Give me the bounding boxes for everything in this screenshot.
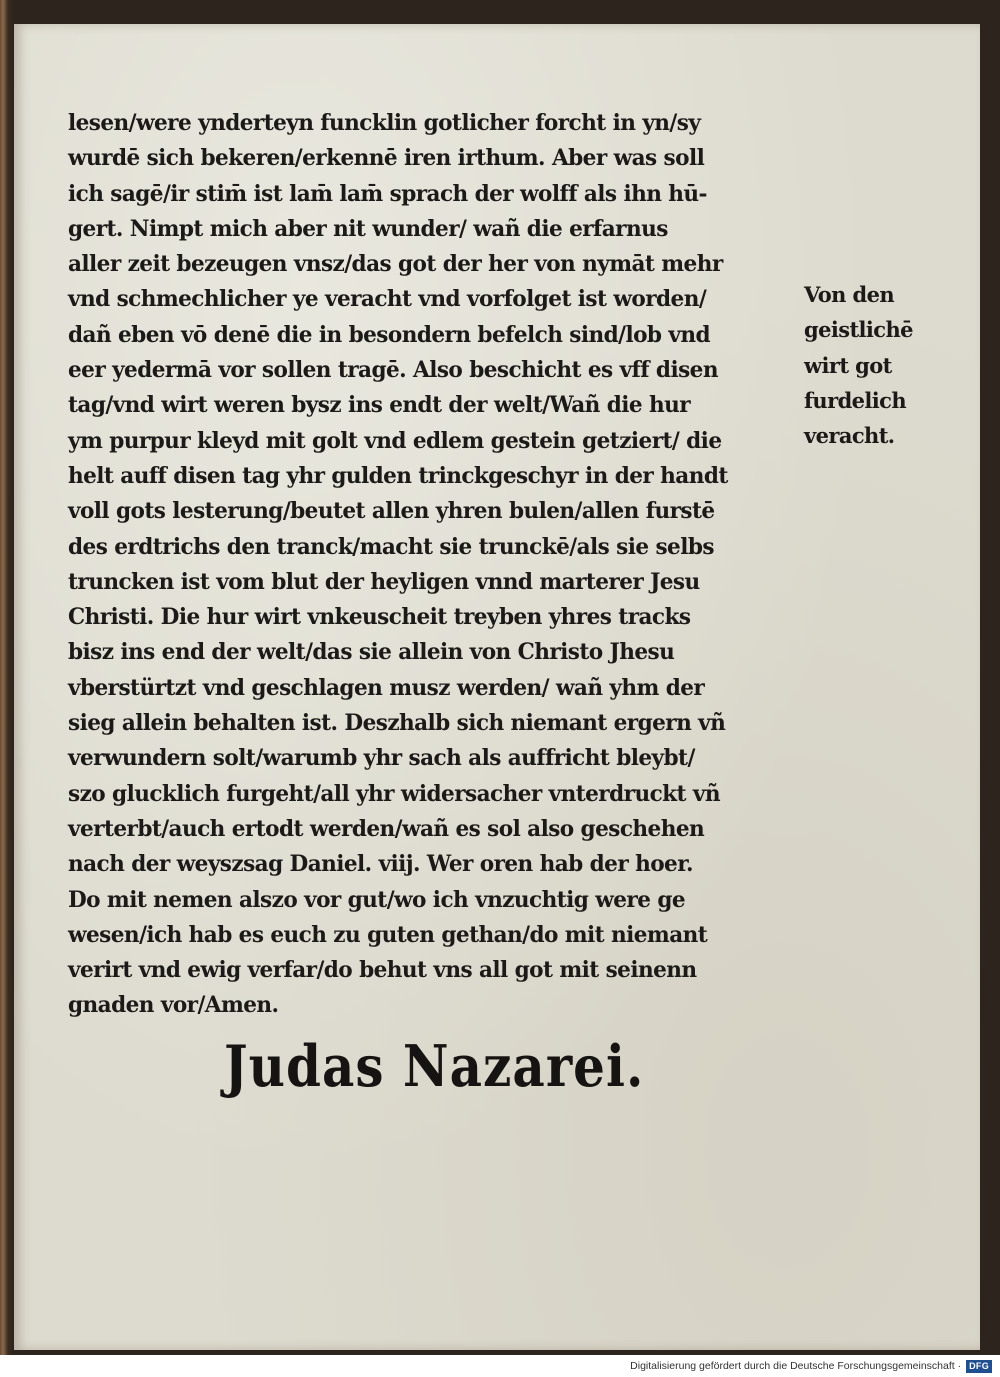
text-line: wurdē sich bekeren/erkennē iren irthum. Aber was soll xyxy=(68,145,705,172)
text-line: aller zeit bezeugen vnsz/das got der her von nymāt mehr xyxy=(68,251,723,278)
footer-bar xyxy=(0,1355,1000,1377)
margin-line: veracht. xyxy=(804,423,895,449)
text-line: dañ eben vō denē die in besondern befelch sind/lob vnd xyxy=(68,321,711,348)
margin-line: geistlichē xyxy=(804,317,913,343)
text-line: verirt vnd ewig verfar/do behut vns all got mit seinenn xyxy=(68,957,697,984)
text-line: sieg allein behalten ist. Deszhalb sich niemant ergern vñ xyxy=(68,710,726,737)
text-line: Do mit nemen alszo vor gut/wo ich vnzuchtig were ge xyxy=(68,886,686,913)
text-line: gnaden vor/Amen. xyxy=(68,992,279,1019)
text-line: wesen/ich hab es euch zu guten gethan/do mit niemant xyxy=(68,921,708,948)
text-line: eer yedermā vor sollen tragē. Also beschicht es vff disen xyxy=(68,357,718,384)
text-line: szo glucklich furgeht/all yhr widersacher vnterdruckt vñ xyxy=(68,780,720,807)
colophon-signature: Judas Nazarei. xyxy=(224,1032,645,1100)
text-line: truncken ist vom blut der heyligen vnnd marterer Jesu xyxy=(68,568,700,595)
text-line: vnd schmechlicher ye veracht vnd vorfolget ist worden/ xyxy=(68,286,707,313)
funding-credit: Digitalisierung gefördert durch die Deutsche Forschungsgemeinschaft · xyxy=(630,1360,962,1372)
main-text-block xyxy=(68,106,808,1024)
marginal-note xyxy=(804,277,954,453)
text-line: verwundern solt/warumb yhr sach als auffricht bleybt/ xyxy=(68,745,695,772)
dfg-logo: DFG xyxy=(966,1360,992,1373)
text-line: gert. Nimpt mich aber nit wunder/ wañ die erfarnus xyxy=(68,215,668,242)
text-line: ym purpur kleyd mit golt vnd edlem gestein getziert/ die xyxy=(68,427,722,454)
text-line: des erdtrichs den tranck/macht sie trunckē/als sie selbs xyxy=(68,533,714,560)
text-line: lesen/were ynderteyn funcklin gotlicher forcht in yn/sy xyxy=(68,110,701,136)
text-line: tag/vnd wirt weren bysz ins endt der welt/Wañ die hur xyxy=(68,392,691,419)
margin-line: Von den xyxy=(804,282,895,307)
margin-line: wirt got xyxy=(804,352,892,378)
text-line: verterbt/auch ertodt werden/wañ es sol also geschehen xyxy=(68,815,705,842)
margin-line: furdelich xyxy=(804,387,907,413)
text-line: helt auff disen tag yhr gulden trinckgeschyr in der handt xyxy=(68,462,728,489)
book-page xyxy=(14,24,980,1350)
text-line: ich sagē/ir stim̄ ist lam̄ lam̄ sprach der wolff als ihn hū- xyxy=(68,180,707,207)
text-line: bisz ins end der welt/das sie allein von Christo Jhesu xyxy=(68,639,675,666)
text-line: Christi. Die hur wirt vnkeuscheit treyben yhres tracks xyxy=(68,604,691,631)
text-line: vberstürtzt vnd geschlagen musz werden/ wañ yhm der xyxy=(68,674,705,701)
text-line: nach der weyszsag Daniel. viij. Wer oren hab der hoer. xyxy=(68,851,693,878)
text-line: voll gots lesterung/beutet allen yhren bulen/allen furstē xyxy=(68,498,715,525)
